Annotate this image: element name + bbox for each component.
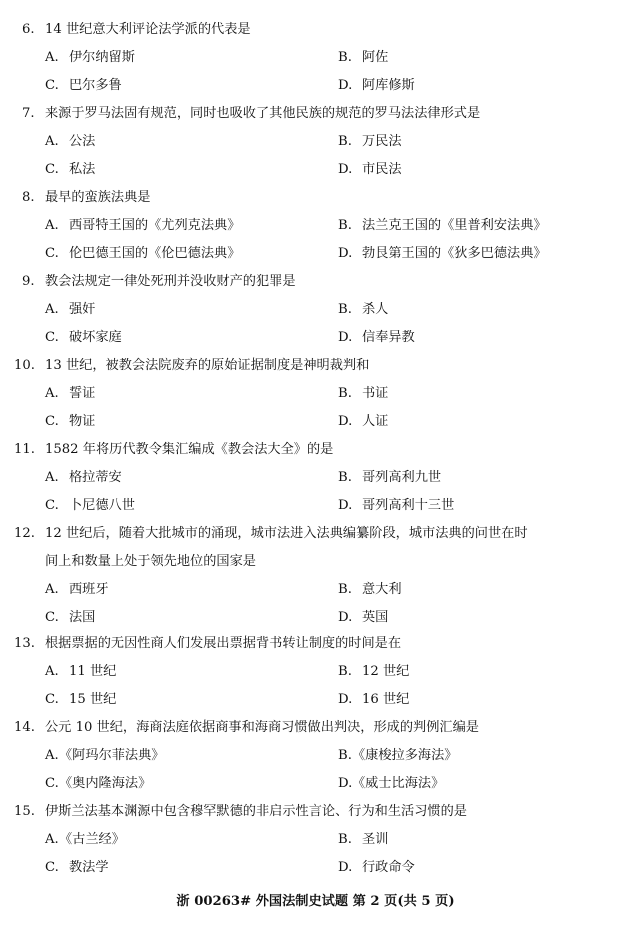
option-c — [45, 604, 95, 632]
option-c — [45, 72, 122, 100]
option-b — [338, 128, 402, 156]
option-a — [45, 826, 125, 854]
option-text: 意大利 — [362, 582, 402, 597]
option-letter: C. — [45, 78, 59, 93]
option-text: 强奸 — [69, 302, 96, 317]
question-text: 根据票据的无因性商人们发展出票据背书转让制度的时间是在 — [45, 636, 402, 651]
option-letter: D. — [338, 330, 353, 345]
option-letter: B. — [338, 664, 352, 679]
option-letter: C. — [45, 246, 59, 261]
option-letter: B. — [338, 134, 352, 149]
option-text: 行政命令 — [362, 860, 415, 875]
option-a — [45, 212, 240, 240]
option-c — [45, 770, 151, 798]
option-letter: D. — [338, 776, 353, 791]
option-d — [338, 604, 388, 632]
option-letter: C. — [45, 498, 59, 513]
option-b — [338, 576, 402, 604]
option-letter: D. — [338, 610, 353, 625]
option-letter: D. — [338, 498, 353, 513]
option-b — [338, 296, 388, 324]
option-letter: C. — [45, 692, 59, 707]
option-letter: A. — [45, 50, 59, 65]
option-letter: B. — [338, 470, 352, 485]
option-c — [45, 492, 135, 520]
option-text: 伊尔纳留斯 — [69, 50, 135, 65]
option-text: 私法 — [69, 162, 96, 177]
option-text: 书证 — [362, 386, 389, 401]
option-text: 法国 — [69, 610, 96, 625]
option-letter: A. — [45, 386, 59, 401]
question-text: 13 世纪，被教会法院废弃的原始证据制度是神明裁判和 — [45, 358, 370, 373]
option-c — [45, 686, 116, 714]
option-a — [45, 296, 95, 324]
option-letter: D. — [338, 692, 353, 707]
option-letter: B. — [338, 386, 352, 401]
option-d — [338, 686, 409, 714]
question-text: 1582 年将历代教令集汇编成《教会法大全》的是 — [45, 442, 334, 457]
option-letter: B. — [338, 582, 352, 597]
option-d — [338, 492, 454, 520]
option-a — [45, 464, 122, 492]
question-number: 12. — [14, 526, 35, 541]
option-c — [45, 324, 122, 352]
option-text: 12 世纪 — [362, 664, 410, 679]
option-d — [338, 72, 415, 100]
question-number: 7. — [22, 106, 35, 121]
question-number: 15. — [14, 804, 35, 819]
option-letter: D. — [338, 860, 353, 875]
option-b — [338, 658, 409, 686]
option-a — [45, 658, 116, 686]
option-text: 破坏家庭 — [69, 330, 122, 345]
option-d — [338, 324, 415, 352]
option-letter: C. — [45, 610, 59, 625]
option-d — [338, 770, 444, 798]
option-text: 物证 — [69, 414, 96, 429]
option-text: 巴尔多鲁 — [69, 78, 122, 93]
option-text: 哥列高利十三世 — [362, 498, 455, 513]
question-number: 6. — [22, 22, 35, 37]
option-letter: A. — [45, 218, 59, 233]
option-text: 圣训 — [362, 832, 389, 847]
question-text: 公元 10 世纪，海商法庭依据商事和海商习惯做出判决，形成的判例汇编是 — [45, 720, 479, 735]
option-letter: A. — [45, 470, 59, 485]
option-text: 《古兰经》 — [59, 832, 125, 847]
option-letter: A. — [45, 748, 59, 763]
question-text: 伊斯兰法基本渊源中包含穆罕默德的非启示性言论、行为和生活习惯的是 — [45, 804, 467, 819]
option-letter: A. — [45, 664, 59, 679]
option-c — [45, 156, 95, 184]
option-text: 16 世纪 — [362, 692, 410, 707]
option-b — [338, 212, 547, 240]
question-text: 最早的蛮族法典是 — [45, 190, 151, 205]
option-letter: B. — [338, 832, 352, 847]
option-text: 11 世纪 — [69, 664, 117, 679]
option-b — [338, 44, 388, 72]
option-text: 格拉蒂安 — [69, 470, 122, 485]
option-letter: B. — [338, 302, 352, 317]
option-letter: B. — [338, 50, 352, 65]
option-b — [338, 380, 388, 408]
option-text: 西哥特王国的《尤列克法典》 — [69, 218, 241, 233]
option-d — [338, 408, 388, 436]
option-letter: C. — [45, 414, 59, 429]
option-letter: C. — [45, 330, 59, 345]
option-letter: D. — [338, 162, 353, 177]
option-b — [338, 742, 458, 770]
question-text: 12 世纪后，随着大批城市的涌现，城市法进入法典编纂阶段，城市法典的问世在时 — [45, 526, 528, 541]
option-text: 英国 — [362, 610, 389, 625]
option-letter: A. — [45, 832, 59, 847]
question-number: 8. — [22, 190, 35, 205]
option-letter: D. — [338, 78, 353, 93]
page-footer: 浙 00263# 外国法制史试题 第 2 页(共 5 页) — [176, 894, 455, 909]
option-text: 法兰克王国的《里普利安法典》 — [362, 218, 547, 233]
option-a — [45, 742, 165, 770]
option-letter: D. — [338, 246, 353, 261]
option-letter: D. — [338, 414, 353, 429]
option-a — [45, 44, 135, 72]
option-text: 万民法 — [362, 134, 402, 149]
question-text: 来源于罗马法固有规范，同时也吸收了其他民族的规范的罗马法法律形式是 — [45, 106, 481, 121]
option-letter: B. — [338, 748, 352, 763]
option-c — [45, 854, 109, 882]
option-letter: C. — [45, 776, 59, 791]
option-b — [338, 826, 388, 854]
option-text: 杀人 — [362, 302, 389, 317]
option-text: 人证 — [362, 414, 389, 429]
option-text: 15 世纪 — [69, 692, 117, 707]
option-text: 誓证 — [69, 386, 96, 401]
option-text: 哥列高利九世 — [362, 470, 442, 485]
option-text: 《威士比海法》 — [352, 776, 445, 791]
question-text: 教会法规定一律处死刑并没收财产的犯罪是 — [45, 274, 296, 289]
question-text-line-2: 间上和数量上处于领先地位的国家是 — [45, 554, 256, 569]
option-a — [45, 380, 95, 408]
question-number: 13. — [14, 636, 35, 651]
option-a — [45, 128, 95, 156]
question-number: 14. — [14, 720, 35, 735]
option-text: 阿库修斯 — [362, 78, 415, 93]
question-text: 14 世纪意大利评论法学派的代表是 — [45, 22, 251, 37]
option-text: 阿佐 — [362, 50, 389, 65]
option-text: 教法学 — [69, 860, 109, 875]
option-d — [338, 156, 402, 184]
option-text: 伦巴德王国的《伦巴德法典》 — [69, 246, 241, 261]
question-number: 10. — [14, 358, 35, 373]
option-letter: C. — [45, 860, 59, 875]
option-letter: A. — [45, 134, 59, 149]
option-a — [45, 576, 109, 604]
option-d — [338, 854, 415, 882]
option-letter: A. — [45, 582, 59, 597]
option-b — [338, 464, 441, 492]
option-text: 信奉异教 — [362, 330, 415, 345]
option-letter: B. — [338, 218, 352, 233]
option-text: 市民法 — [362, 162, 402, 177]
option-d — [338, 240, 547, 268]
option-text: 勃艮第王国的《狄多巴德法典》 — [362, 246, 547, 261]
option-text: 西班牙 — [69, 582, 109, 597]
question-number: 11. — [14, 442, 35, 457]
option-text: 《阿玛尔菲法典》 — [59, 748, 165, 763]
question-number: 9. — [22, 274, 35, 289]
option-text: 卜尼德八世 — [69, 498, 135, 513]
option-c — [45, 240, 240, 268]
option-text: 《奥内隆海法》 — [59, 776, 152, 791]
option-c — [45, 408, 95, 436]
option-text: 公法 — [69, 134, 96, 149]
option-text: 《康梭拉多海法》 — [352, 748, 458, 763]
option-letter: A. — [45, 302, 59, 317]
option-letter: C. — [45, 162, 59, 177]
